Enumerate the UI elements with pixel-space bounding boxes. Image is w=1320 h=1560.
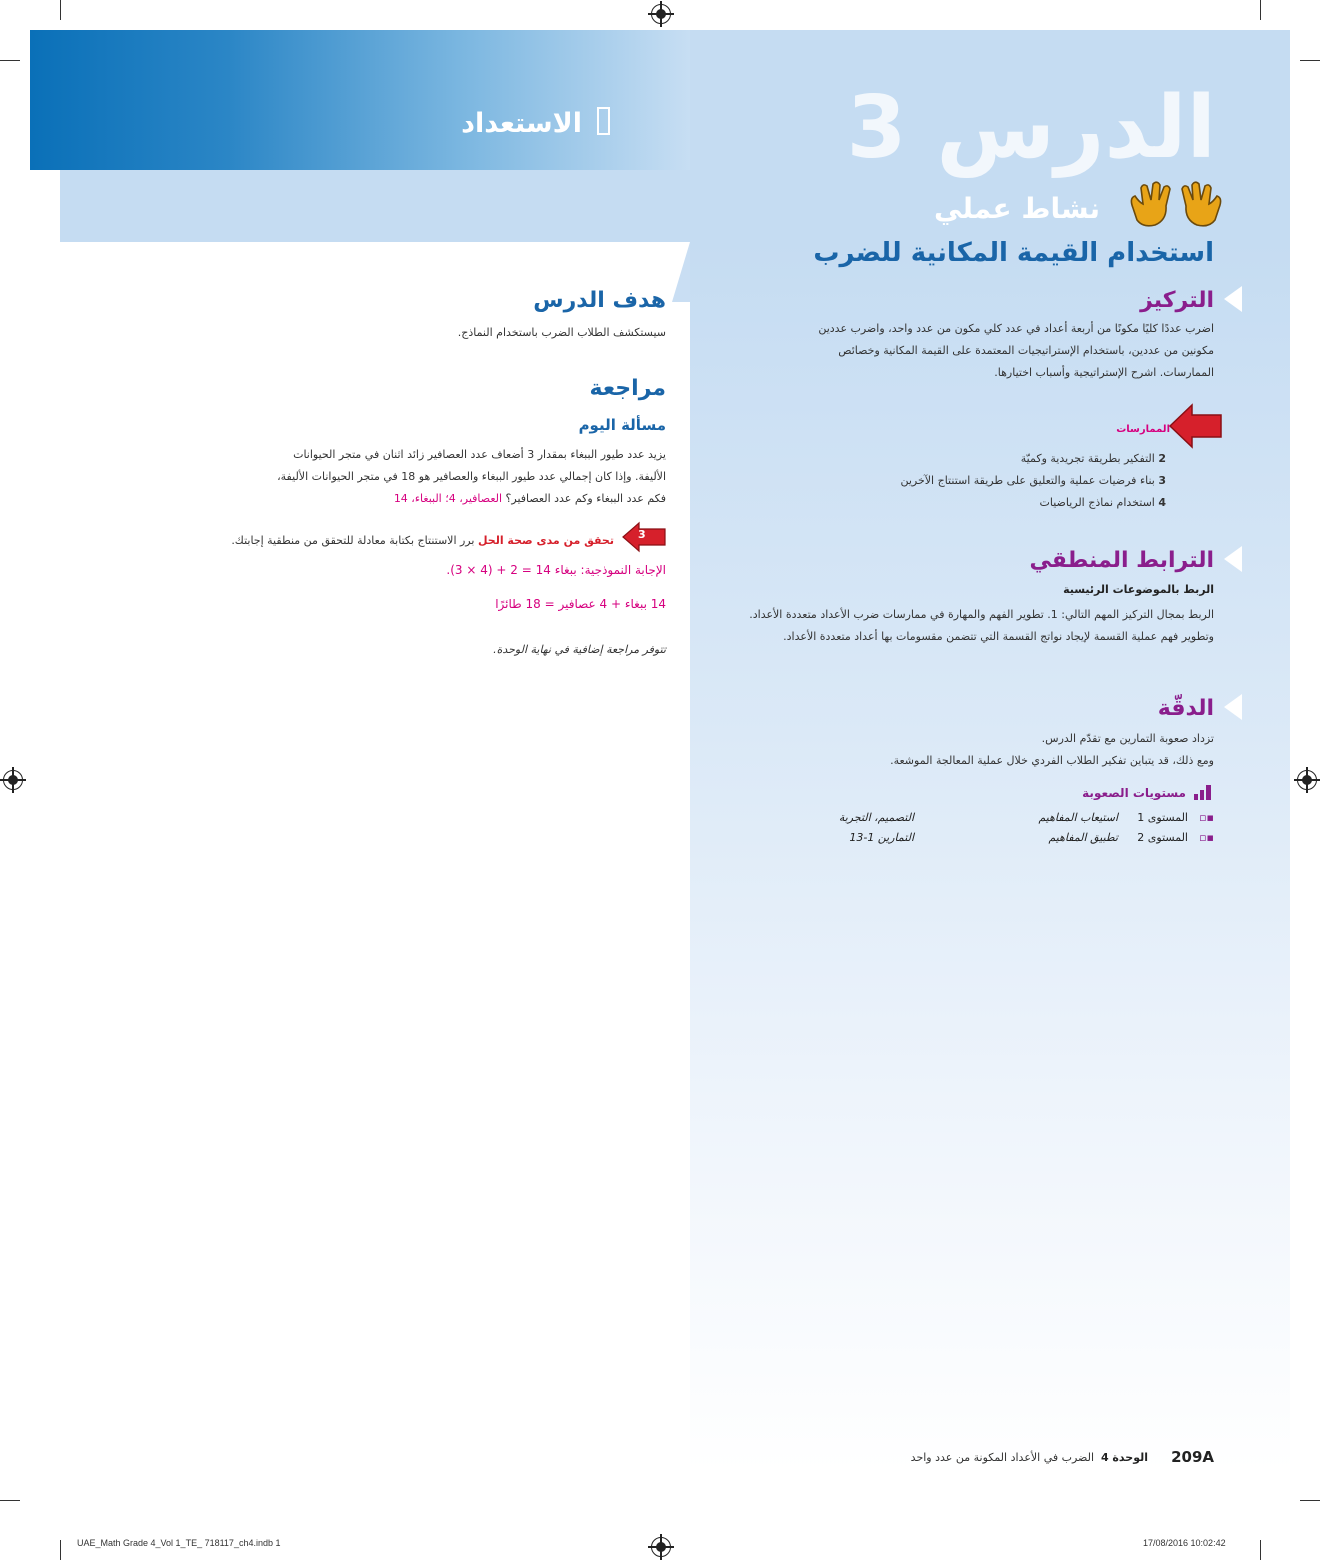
rigor-line: ومع ذلك، قد يتباين تفكير الطلاب الفردي خلال عملية المعالجة الموشعة. (890, 754, 1214, 767)
objective-heading: هدف الدرس (533, 288, 666, 313)
practices-arrow-icon (1168, 402, 1224, 450)
level-row: ▪▫ المستوى 1 استيعاب المفاهيم التصميم، التجربة (740, 808, 1214, 828)
crop-mark (1300, 1500, 1320, 1501)
crop-mark (1260, 1540, 1261, 1560)
focus-text (694, 318, 1214, 384)
level-bar-icon: ▪▫ (1199, 811, 1214, 824)
practice-item: 2 التفكير بطريقة تجريدية وكميّة (1020, 452, 1166, 465)
column-notch (672, 242, 690, 302)
focus-line: الممارسات. اشرح الإستراتيجية وأسباب اختيارها. (994, 366, 1214, 379)
activity-title: نشاط عملي (933, 192, 1100, 225)
footer-unit-title: الضرب في الأعداد المكونة من عدد واحد (910, 1451, 1094, 1464)
problem-text (166, 444, 666, 510)
rigor-text (694, 728, 1214, 772)
crop-mark (0, 60, 20, 61)
crop-mark (1260, 0, 1261, 20)
section-arrow-icon (1224, 694, 1242, 720)
levels-table (740, 808, 1214, 848)
check-text: تحقق من مدى صحة الحل برر الاستنتاج بكتابة معادلة للتحقق من منطقية إجابتك. (231, 534, 614, 547)
focus-heading: التركيز (1140, 288, 1214, 313)
slug-date: 17/08/2016 10:02:42 (1143, 1538, 1226, 1548)
hands-icon (1125, 178, 1227, 230)
registration-mark-icon (651, 1537, 671, 1557)
coherence-line: وتطوير فهم عملية القسمة لإيجاد نواتج القسمة التي تتضمن مقسومات بها أعداد متعددة الأعداد. (783, 630, 1214, 643)
review-heading: مراجعة (589, 376, 666, 401)
header-blue-banner (30, 30, 690, 170)
practices-label: الممارسات (1116, 424, 1170, 435)
lesson-subtitle: استخدام القيمة المكانية للضرب (813, 238, 1214, 268)
slug-file: UAE_Math Grade 4_Vol 1_TE_ 718117_ch4.indb 1 (77, 1538, 281, 1548)
check-number: 3 (638, 528, 646, 541)
crop-mark (60, 0, 61, 20)
rigor-line: تزداد صعوبة التمارين مع تقدّم الدرس. (1041, 732, 1214, 745)
practice-item: 3 بناء فرضيات عملية والتعليق على طريقة استنتاج الآخرين (900, 474, 1166, 487)
problem-line: الأليفة. وإذا كان إجمالي عدد طيور الببغاء والعصافير هو 18 في متجر الحيوانات الأليفة، (277, 470, 666, 483)
section-arrow-icon (1224, 286, 1242, 312)
coherence-subheading: الربط بالموضوعات الرئيسية (1063, 583, 1214, 596)
rigor-heading: الدقّة (1157, 696, 1214, 721)
lesson-title: الدرس 3 (846, 78, 1216, 178)
prep-title: الاستعداد (461, 108, 582, 139)
review-note: تتوفر مراجعة إضافية في نهاية الوحدة. (493, 643, 666, 656)
registration-mark-icon (1297, 770, 1317, 790)
difficulty-bars-icon (1193, 784, 1213, 800)
problem-heading: مسألة اليوم (578, 416, 666, 434)
check-label: تحقق من مدى صحة الحل (477, 534, 614, 547)
footer-unit: الوحدة 4 (1100, 1451, 1148, 1464)
coherence-text (694, 604, 1214, 648)
focus-line: مكونين من عددين، باستخدام الإستراتيجيات المعتمدة على القيمة المكانية وخصائص (838, 344, 1214, 357)
focus-line: اضرب عددًا كليًا مكونًا من أربعة أعداد في عدد كلي مكون من عدد واحد، واضرب عددين (818, 322, 1214, 335)
crop-mark (0, 1500, 20, 1501)
answer-equation: 14 ببغاء + 4 عصافير = 18 طائرًا (495, 597, 666, 611)
level-row: ▪▫ المستوى 2 تطبيق المفاهيم التمارين 1-13 (740, 828, 1214, 848)
crop-mark (60, 1540, 61, 1560)
header-band (60, 170, 1290, 242)
problem-line: فكم عدد الببغاء وكم عدد العصافير؟ العصافير، 4؛ الببغاء، 14 (393, 492, 666, 505)
level-bar-icon: ▪▫ (1199, 831, 1214, 844)
coherence-heading: الترابط المنطقي (1029, 548, 1214, 573)
registration-mark-icon (651, 4, 671, 24)
problem-line: يزيد عدد طيور الببغاء بمقدار 3 أضعاف عدد العصافير زائد اثنان في متجر الحيوانات (293, 448, 666, 461)
coherence-line: الربط بمجال التركيز المهم التالي: 1. تطوير الفهم والمهارة في ممارسات ضرب الأعداد متعددة الأعداد. (749, 608, 1214, 621)
levels-heading: مستويات الصعوبة (1082, 786, 1186, 800)
prep-box-icon (597, 107, 610, 135)
practice-item: 4 استخدام نماذج الرياضيات (1039, 496, 1166, 509)
model-answer: الإجابة النموذجية: ببغاء 14 = 2 + (4 × 3). (446, 563, 666, 577)
practices-list (786, 448, 1166, 514)
crop-mark (1300, 60, 1320, 61)
section-arrow-icon (1224, 546, 1242, 572)
page-number: 209A (1171, 1448, 1214, 1466)
registration-mark-icon (3, 770, 23, 790)
objective-text: سيستكشف الطلاب الضرب باستخدام النماذج. (457, 326, 666, 339)
problem-answer: العصافير، 4؛ الببغاء، 14 (393, 492, 503, 505)
